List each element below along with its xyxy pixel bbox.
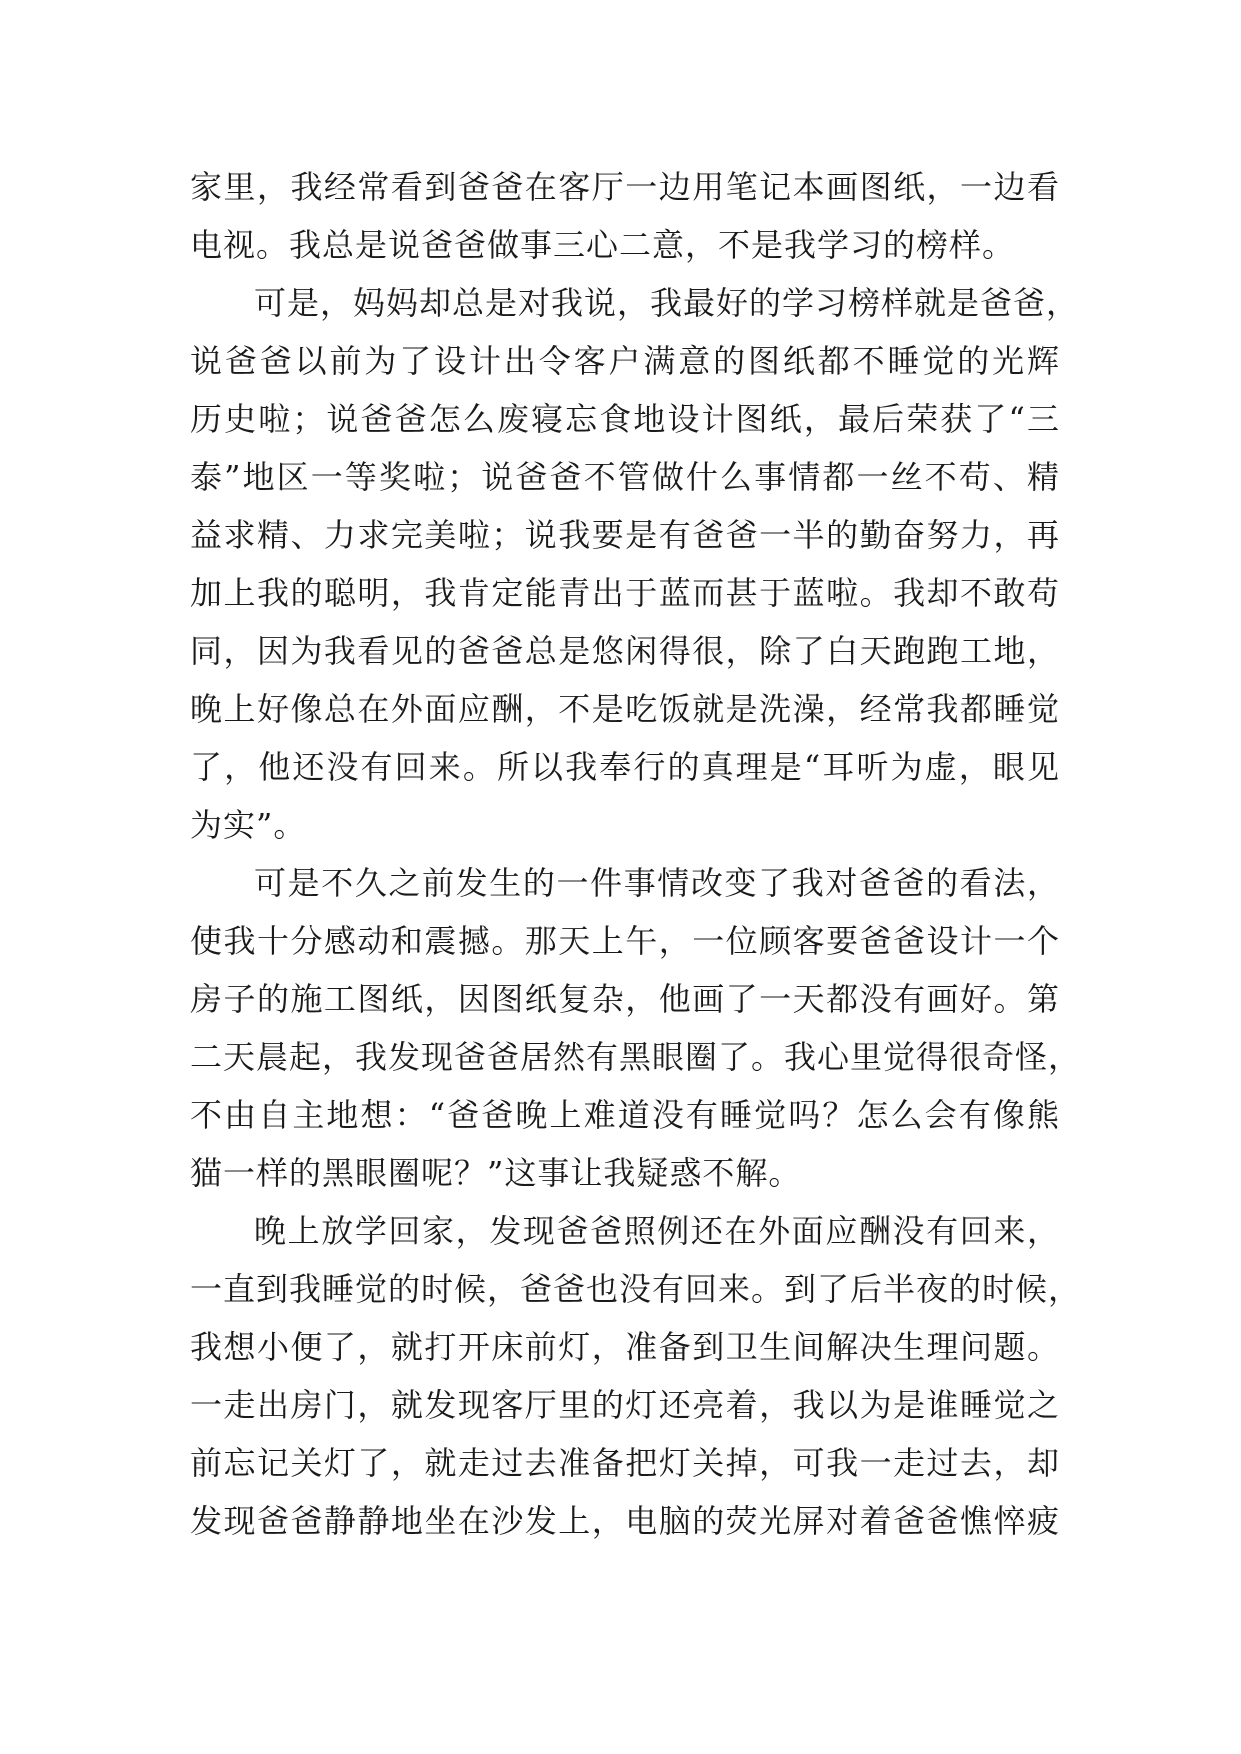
text-line: 为实”。 <box>190 806 307 844</box>
text-line: 使我十分感动和震撼。那天上午，一位顾客要爸爸设计一个 <box>190 922 1060 960</box>
text-line: 前忘记关灯了，就走过去准备把灯关掉，可我一走过去，却 <box>190 1444 1060 1482</box>
text-line: 电视。我总是说爸爸做事三心二意，不是我学习的榜样。 <box>190 226 1016 264</box>
text-line: 一直到我睡觉的时候，爸爸也没有回来。到了后半夜的时候， <box>190 1270 1082 1308</box>
text-line: 加上我的聪明，我肯定能青出于蓝而甚于蓝啦。我却不敢苟 <box>190 574 1060 612</box>
text-line: 可是，妈妈却总是对我说，我最好的学习榜样就是爸爸， <box>254 284 1080 322</box>
text-line: 二天晨起，我发现爸爸居然有黑眼圈了。我心里觉得很奇怪， <box>190 1038 1082 1076</box>
text-line: 一走出房门，就发现客厅里的灯还亮着，我以为是谁睡觉之 <box>190 1386 1060 1424</box>
text-line: 家里，我经常看到爸爸在客厅一边用笔记本画图纸，一边看 <box>190 168 1060 206</box>
text-line: 晚上放学回家，发现爸爸照例还在外面应酬没有回来， <box>254 1212 1060 1250</box>
text-line: 同，因为我看见的爸爸总是悠闲得很，除了白天跑跑工地， <box>190 632 1060 670</box>
text-line: 泰”地区一等奖啦；说爸爸不管做什么事情都一丝不苟、精 <box>190 458 1060 496</box>
text-line: 发现爸爸静静地坐在沙发上，电脑的荧光屏对着爸爸憔悴疲 <box>190 1502 1060 1540</box>
body-text <box>190 158 1082 1550</box>
text-line: 可是不久之前发生的一件事情改变了我对爸爸的看法， <box>254 864 1060 902</box>
text-line: 猫一样的黑眼圈呢？”这事让我疑惑不解。 <box>190 1154 802 1192</box>
text-line: 不由自主地想：“爸爸晚上难道没有睡觉吗？怎么会有像熊 <box>190 1096 1060 1134</box>
text-line: 益求精、力求完美啦；说我要是有爸爸一半的勤奋努力，再 <box>190 516 1060 554</box>
text-line: 说爸爸以前为了设计出令客户满意的图纸都不睡觉的光辉 <box>190 342 1060 380</box>
text-line: 了，他还没有回来。所以我奉行的真理是“耳听为虚，眼见 <box>190 748 1060 786</box>
text-line: 我想小便了，就打开床前灯，准备到卫生间解决生理问题。 <box>190 1328 1060 1366</box>
text-line: 房子的施工图纸，因图纸复杂，他画了一天都没有画好。第 <box>190 980 1060 1018</box>
text-line: 晚上好像总在外面应酬，不是吃饭就是洗澡，经常我都睡觉 <box>190 690 1060 728</box>
text-line: 历史啦；说爸爸怎么废寝忘食地设计图纸，最后荣获了“三 <box>190 400 1060 438</box>
